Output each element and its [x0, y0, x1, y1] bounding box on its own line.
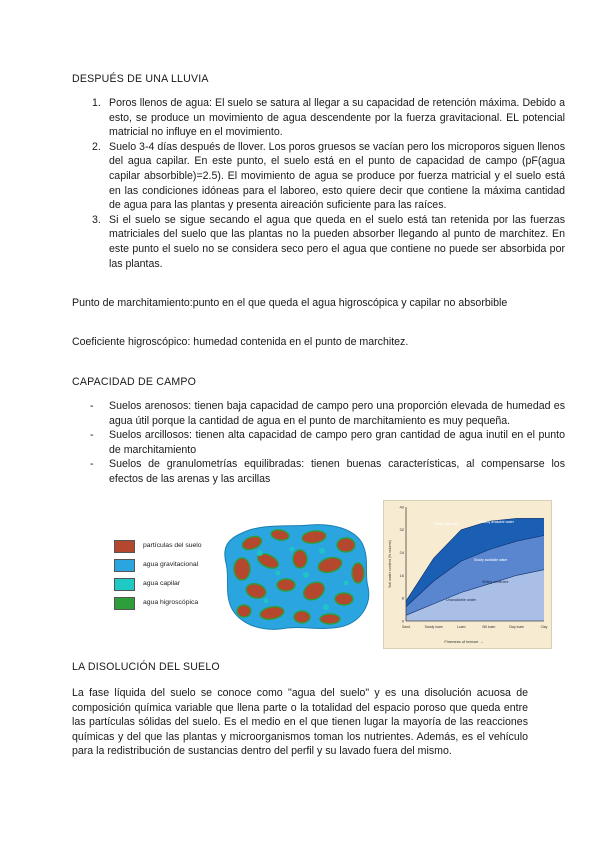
x-tick-label: Loam — [456, 625, 466, 629]
list-number: 1. — [92, 97, 101, 109]
definition-coeficiente-higroscopico: Coeficiente higroscópico: humedad contenida en el punto de marchitez. — [72, 336, 409, 348]
section-heading-capacidad-campo: CAPACIDAD DE CAMPO — [72, 376, 197, 388]
legend-item — [114, 556, 224, 575]
y-tick-label: 0 — [401, 618, 404, 624]
legend-item — [114, 575, 224, 594]
list-item-text: Suelo 3-4 días después de llover. Los poros gruesos se vacían pero los microporos siguen llenos del agua capilar. En este punto, el suelo está en el punto de capacidad de campo (pF(agua capilar absorbible)=2.5). El movimiento de agua se produce por fuerza matricial y el suelo está en las condiciones idóneas para el laboreo, esto quiere decir que contiene la máxima cantidad de agua para las plantas y presenta aireación suficiente para las raíces. — [109, 140, 565, 212]
dash-list — [72, 399, 565, 487]
list-item — [92, 96, 565, 140]
available-water-chart — [383, 500, 552, 649]
label-slowly-available: Slowly available water — [474, 558, 508, 562]
legend-label: agua gravitacional — [143, 561, 199, 569]
label-wilting: Wilting coefficient — [482, 580, 509, 584]
numbered-list — [72, 96, 565, 271]
soil-water-legend — [114, 537, 224, 613]
x-axis-label: Fineness of texture → — [444, 639, 484, 644]
x-tick-label: Silt loam — [482, 625, 496, 629]
list-number: 3. — [92, 213, 101, 226]
legend-swatch — [114, 597, 135, 610]
chart-svg — [384, 501, 551, 648]
legend-label: agua higroscópica — [143, 599, 199, 607]
list-item-text: Suelos arcillosos: tienen alta capacidad de campo pero gran cantidad de agua inutil en el punto de marchitamiento — [109, 429, 565, 456]
legend-swatch — [114, 559, 135, 572]
list-item — [92, 140, 565, 213]
x-tick-label: Sandy loam — [424, 625, 443, 629]
list-item — [90, 428, 565, 457]
list-dash: - — [90, 400, 94, 412]
list-item-text: Si el suelo se sigue secando el agua que queda en el suelo está tan retenida por las fuerzas matriciales del suelo que las plantas no la pueden absorber llegando al punto de marchitez. En este punto el suelo no se considera seco pero el agua que contiene no puede ser absorbida por las plantas. — [109, 213, 565, 270]
list-number: 2. — [92, 140, 101, 153]
list-dash: - — [90, 429, 94, 442]
label-readily-available: Readily available water — [479, 520, 514, 524]
legend-swatch — [114, 540, 135, 553]
legend-item — [114, 594, 224, 613]
label-unavailable: Unavailable water — [446, 598, 477, 602]
y-tick-label: 32 — [399, 527, 404, 533]
y-tick-label: 8 — [401, 595, 404, 601]
x-tick-label: Sand — [402, 625, 410, 629]
legend-item — [114, 537, 224, 556]
y-tick-label: 16 — [399, 572, 404, 578]
y-tick-label: 40 — [399, 504, 404, 510]
list-item — [90, 399, 565, 428]
list-item-text: Poros llenos de agua: El suelo se satura al llegar a su capacidad de retención máxima. Debido a esto, se produce un movimiento de agua descendente por la fuerza gravitacional. EL potencial matricial no influye en el movimiento. — [109, 97, 565, 139]
soil-pore-diagram — [222, 521, 372, 631]
section-heading-despues-lluvia: DESPUÉS DE UNA LLUVIA — [72, 73, 209, 85]
y-tick-label: 24 — [399, 550, 404, 555]
list-dash: - — [90, 458, 94, 471]
x-tick-label: Clay loam — [508, 625, 524, 629]
list-item-text: Suelos arenosos: tienen baja capacidad de campo pero una proporción elevada de humedad es agua útil porque la cantidad de agua en el punto de marchitamiento es muy pequeña. — [109, 400, 565, 427]
section-heading-disolucion: LA DISOLUCIÓN DEL SUELO — [72, 661, 220, 673]
list-item — [90, 457, 565, 486]
list-item-text: Suelos de granulometrías equilibradas: tienen buenas características, al compensarse los efectos de las arenas y las arcillas — [109, 458, 565, 485]
list-item — [92, 213, 565, 271]
paragraph-disolucion: La fase líquida del suelo se conoce como "agua del suelo" y es una disolución acuosa de composición química variable que llena parte o la totalidad del espacio poroso que queda entre las partículas sólidas del suelo. Es el medio en el que tienen lugar la mayoría de las reacciones químicas y del que las plantas y microorganismos toman los nutrientes. Además, es el vehículo para la redistribución de sustancias dentro del perfil y su lavado fuera del mismo. — [72, 687, 528, 758]
legend-swatch — [114, 578, 135, 591]
label-field-capacity: Field capacity — [434, 521, 459, 526]
y-axis-label: Soil water content (% volume) — [388, 540, 392, 588]
x-tick-label: Clay — [540, 625, 548, 629]
definition-punto-marchitamiento: Punto de marchitamiento:punto en el que queda el agua higroscópica y capilar no absorbible — [72, 297, 508, 309]
legend-label: partículas del suelo — [143, 542, 202, 550]
legend-label: agua capilar — [143, 580, 181, 588]
